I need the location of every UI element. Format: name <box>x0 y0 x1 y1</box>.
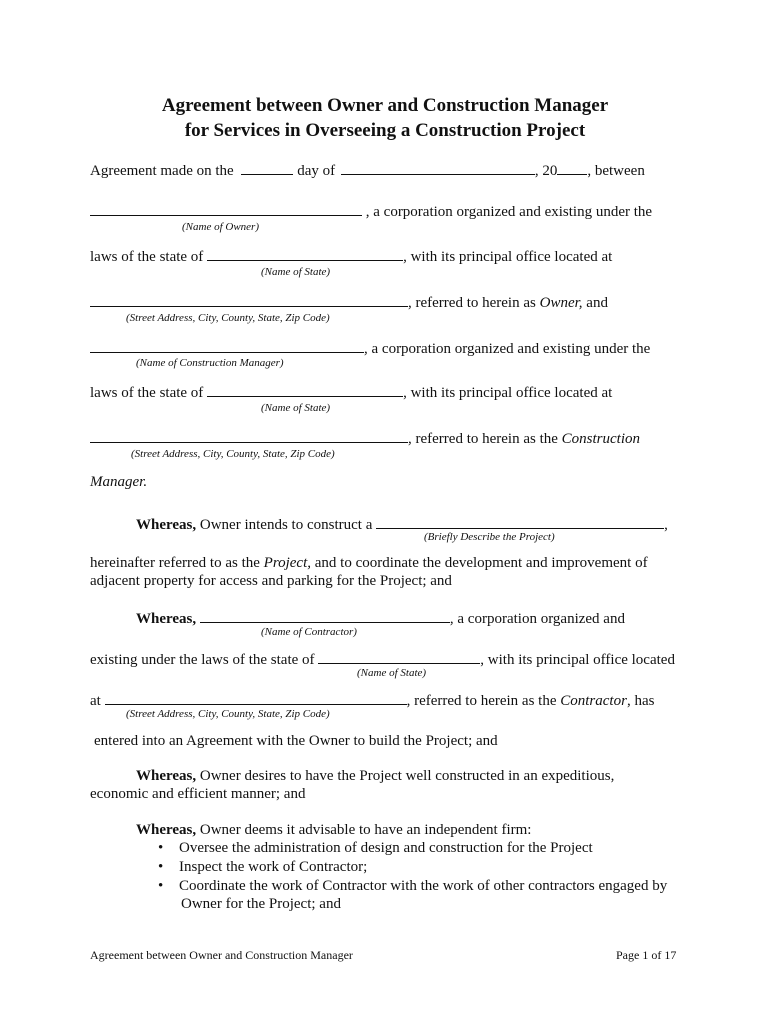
whereas2-principal-office: , with its principal office located <box>480 652 675 668</box>
whereas3-cont: economic and efficient manner; and <box>90 786 306 802</box>
whereas2-label: Whereas, <box>136 611 197 627</box>
whereas2-contractor-term: Contractor <box>560 693 627 709</box>
intro-between: , between <box>587 163 645 179</box>
owner-state-line <box>90 246 612 266</box>
contractor-name-blank[interactable] <box>200 608 450 623</box>
intro-line <box>90 160 645 180</box>
contractor-address-line <box>90 690 654 710</box>
owner-name-blank[interactable] <box>90 201 362 216</box>
whereas1-comma: , <box>664 517 668 533</box>
whereas4-text: Owner deems it advisable to have an independent firm: <box>199 822 532 838</box>
owner-referred-text: , referred to herein as <box>408 295 536 311</box>
footer-left: Agreement between Owner and Construction Manager <box>90 948 353 962</box>
whereas1-project-term: Project, <box>263 555 311 571</box>
bullet-text-1: Oversee the administration of design and construction for the Project <box>179 840 593 856</box>
whereas1-text: Owner intends to construct a <box>199 517 373 533</box>
whereas4-line <box>136 822 531 839</box>
manager-corp-text: , a corporation organized and existing under the <box>364 341 651 357</box>
whereas2-existing: existing under the laws of the state of <box>90 652 315 668</box>
manager-laws-label: laws of the state of <box>90 385 204 401</box>
bullet-item-3 <box>158 878 667 895</box>
project-description-blank[interactable] <box>376 514 664 529</box>
owner-corp-text: , a corporation organized and existing under the <box>365 204 653 220</box>
whereas2-referred-text: , referred to herein as the <box>406 693 557 709</box>
bullet-item-1 <box>158 840 593 857</box>
month-blank[interactable] <box>341 160 535 175</box>
manager-address-line <box>90 428 640 448</box>
whereas3-line <box>136 768 614 785</box>
manager-referred-term-cont: Manager. <box>90 474 148 490</box>
bullet-item-2 <box>158 859 367 876</box>
bullet-dot-icon: • <box>158 840 164 856</box>
whereas3-label: Whereas, <box>136 768 197 784</box>
owner-address-blank[interactable] <box>90 292 408 307</box>
whereas2-line <box>136 608 625 628</box>
contractor-address-caption: (Street Address, City, County, State, Zip Code) <box>126 708 330 720</box>
owner-principal-office: , with its principal office located at <box>403 249 613 265</box>
contractor-address-blank[interactable] <box>105 690 407 705</box>
manager-state-caption: (Name of State) <box>261 402 331 414</box>
whereas1-cont1-b: and to coordinate the development and improvement of <box>314 555 648 571</box>
contractor-state-blank[interactable] <box>318 649 480 664</box>
manager-name-caption: (Name of Construction Manager) <box>136 357 284 369</box>
owner-state-blank[interactable] <box>207 246 403 261</box>
manager-name-blank[interactable] <box>90 338 364 353</box>
contractor-name-caption: (Name of Contractor) <box>261 626 357 638</box>
manager-referred-term: Construction <box>561 431 641 447</box>
whereas1-cont1-a: hereinafter referred to as the <box>90 555 260 571</box>
owner-name-line <box>90 201 652 221</box>
whereas2-has: , has <box>626 693 655 709</box>
owner-laws-label: laws of the state of <box>90 249 204 265</box>
manager-principal-office: , with its principal office located at <box>403 385 613 401</box>
whereas4-label: Whereas, <box>136 822 197 838</box>
owner-referred-and: and <box>586 295 608 311</box>
bullet-dot-icon: • <box>158 859 164 875</box>
owner-address-caption: (Street Address, City, County, State, Zip Code) <box>126 312 330 324</box>
manager-address-blank[interactable] <box>90 428 408 443</box>
document-title-line1: Agreement between Owner and Construction Manager <box>161 95 609 116</box>
document-title-line2: for Services in Overseeing a Construction Project <box>184 120 586 141</box>
manager-name-line <box>90 338 650 358</box>
footer-page-number: Page 1 of 17 <box>616 948 677 962</box>
year-blank[interactable] <box>557 160 587 175</box>
whereas1-cont2: adjacent property for access and parking for the Project; and <box>90 573 452 589</box>
contractor-state-line <box>90 649 675 669</box>
manager-address-caption: (Street Address, City, County, State, Zip Code) <box>131 448 335 460</box>
intro-year-prefix: , 20 <box>534 163 558 179</box>
owner-state-caption: (Name of State) <box>261 266 331 278</box>
intro-made-on: Agreement made on the <box>90 163 234 179</box>
bullet-dot-icon: • <box>158 878 164 894</box>
bullet-text-3: Coordinate the work of Contractor with the work of other contractors engaged by <box>179 878 668 894</box>
manager-state-line <box>90 382 612 402</box>
owner-referred-term: Owner, <box>539 295 583 311</box>
manager-state-blank[interactable] <box>207 382 403 397</box>
contractor-state-caption: (Name of State) <box>357 667 427 679</box>
whereas2-at: at <box>90 693 101 709</box>
owner-name-caption: (Name of Owner) <box>182 221 259 233</box>
bullet-text-2: Inspect the work of Contractor; <box>179 859 368 875</box>
owner-address-line <box>90 292 608 312</box>
whereas1-line <box>136 514 668 534</box>
whereas2-corp-text: , a corporation organized and <box>449 611 625 627</box>
whereas1-label: Whereas, <box>136 517 197 533</box>
whereas2-entered: entered into an Agreement with the Owner to build the Project; and <box>94 733 498 749</box>
whereas1-cont1 <box>90 555 648 572</box>
whereas3-text: Owner desires to have the Project well constructed in an expeditious, <box>199 768 615 784</box>
manager-referred-text: , referred to herein as the <box>408 431 558 447</box>
project-description-caption: (Briefly Describe the Project) <box>424 531 555 543</box>
intro-day-of: day of <box>297 163 336 179</box>
day-blank[interactable] <box>241 160 293 175</box>
bullet-text-3-cont: Owner for the Project; and <box>181 896 341 912</box>
